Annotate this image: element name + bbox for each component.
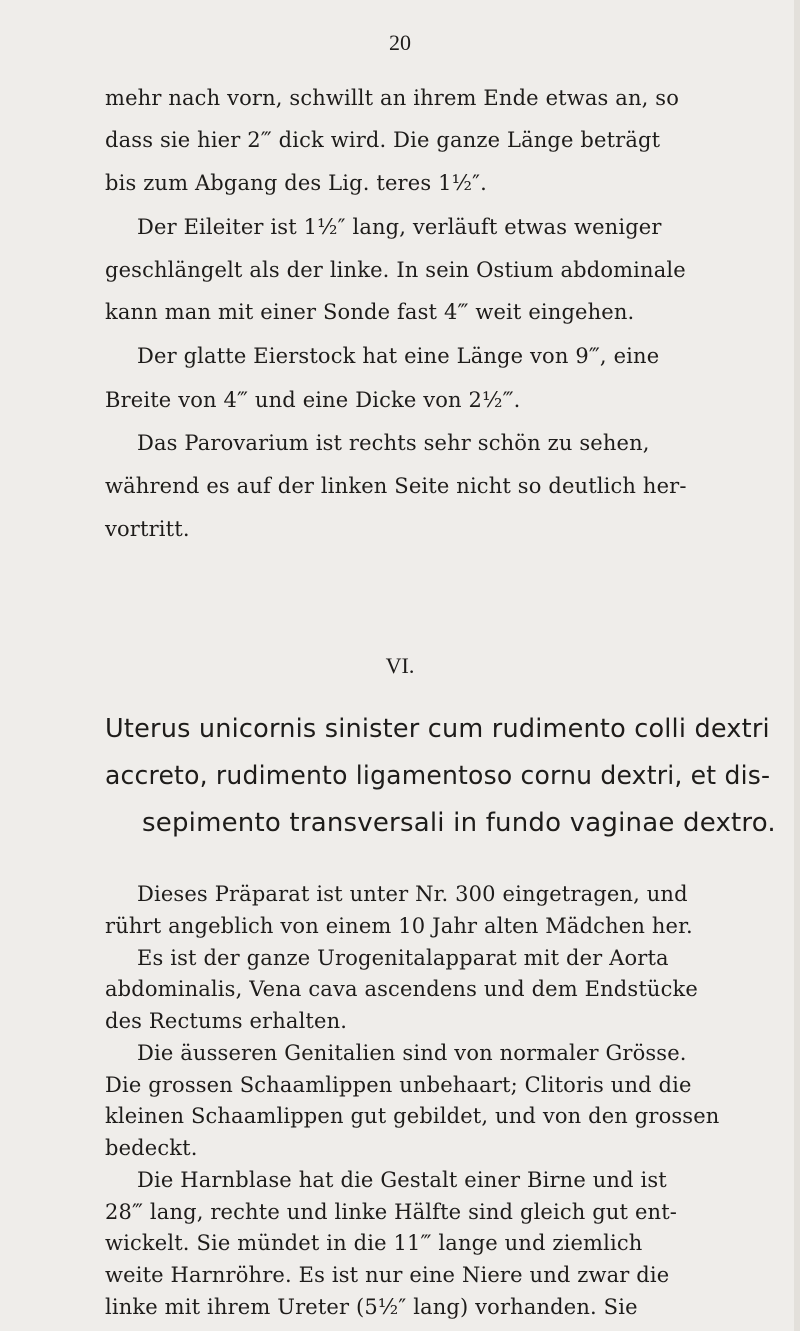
text-line: mehr nach vorn, schwillt an ihrem Ende etwas an, so — [105, 86, 680, 110]
text-line: kleinen Schaamlippen gut gebildet, und von den grossen — [105, 1104, 720, 1129]
text-line: Der Eileiter ist 1½″ lang, verläuft etwas weniger — [137, 215, 662, 239]
text-line: geschlängelt als der linke. In sein Ostium abdominale — [105, 258, 686, 282]
text-line: bis zum Abgang des Lig. teres 1½″. — [105, 171, 487, 195]
text-line: Das Parovarium ist rechts sehr schön zu sehen, — [137, 431, 650, 455]
text-line: Die äusseren Genitalien sind von normaler Grösse. — [137, 1040, 687, 1065]
text-line: 28‴ lang, rechte und linke Hälfte sind gleich gut ent- — [105, 1199, 678, 1224]
text-line: vortritt. — [105, 517, 190, 541]
page-number: 20 — [389, 30, 411, 55]
text-line: Breite von 4‴ und eine Dicke von 2½‴. — [105, 388, 521, 412]
text-line: Dieses Präparat ist unter Nr. 300 eingetragen, und — [137, 882, 688, 906]
section-title-line: Uterus unicornis sinister cum rudimento colli dextri — [105, 714, 770, 744]
section-number: VI. — [385, 653, 415, 678]
text-line: Der glatte Eierstock hat eine Länge von 9‴, eine — [137, 344, 660, 368]
text-line: Die Harnblase hat die Gestalt einer Birne und ist — [137, 1167, 667, 1192]
text-line: weite Harnröhre. Es ist nur eine Niere und zwar die — [105, 1263, 670, 1288]
text-line: kann man mit einer Sonde fast 4‴ weit eingehen. — [105, 300, 635, 324]
text-line: linke mit ihrem Ureter (5½″ lang) vorhanden. Sie — [105, 1295, 638, 1319]
section-title-line: accreto, rudimento ligamentoso cornu dextri, et dis- — [105, 761, 771, 791]
text-line: dass sie hier 2‴ dick wird. Die ganze Länge beträgt — [105, 128, 661, 152]
text-line: während es auf der linken Seite nicht so deutlich her- — [105, 474, 687, 498]
text-line: wickelt. Sie mündet in die 11‴ lange und ziemlich — [105, 1231, 643, 1256]
text-line: Es ist der ganze Urogenitalapparat mit der Aorta — [137, 945, 669, 970]
text-line: bedeckt. — [105, 1136, 198, 1161]
section-title-line: sepimento transversali in fundo vaginae dextro. — [142, 808, 776, 838]
text-line: Die grossen Schaamlippen unbehaart; Clitoris und die — [105, 1072, 692, 1097]
text-line: rührt angeblich von einem 10 Jahr alten Mädchen her. — [105, 913, 693, 938]
text-line: abdominalis, Vena cava ascendens und dem Endstücke — [105, 977, 698, 1002]
text-line: des Rectums erhalten. — [105, 1009, 348, 1034]
